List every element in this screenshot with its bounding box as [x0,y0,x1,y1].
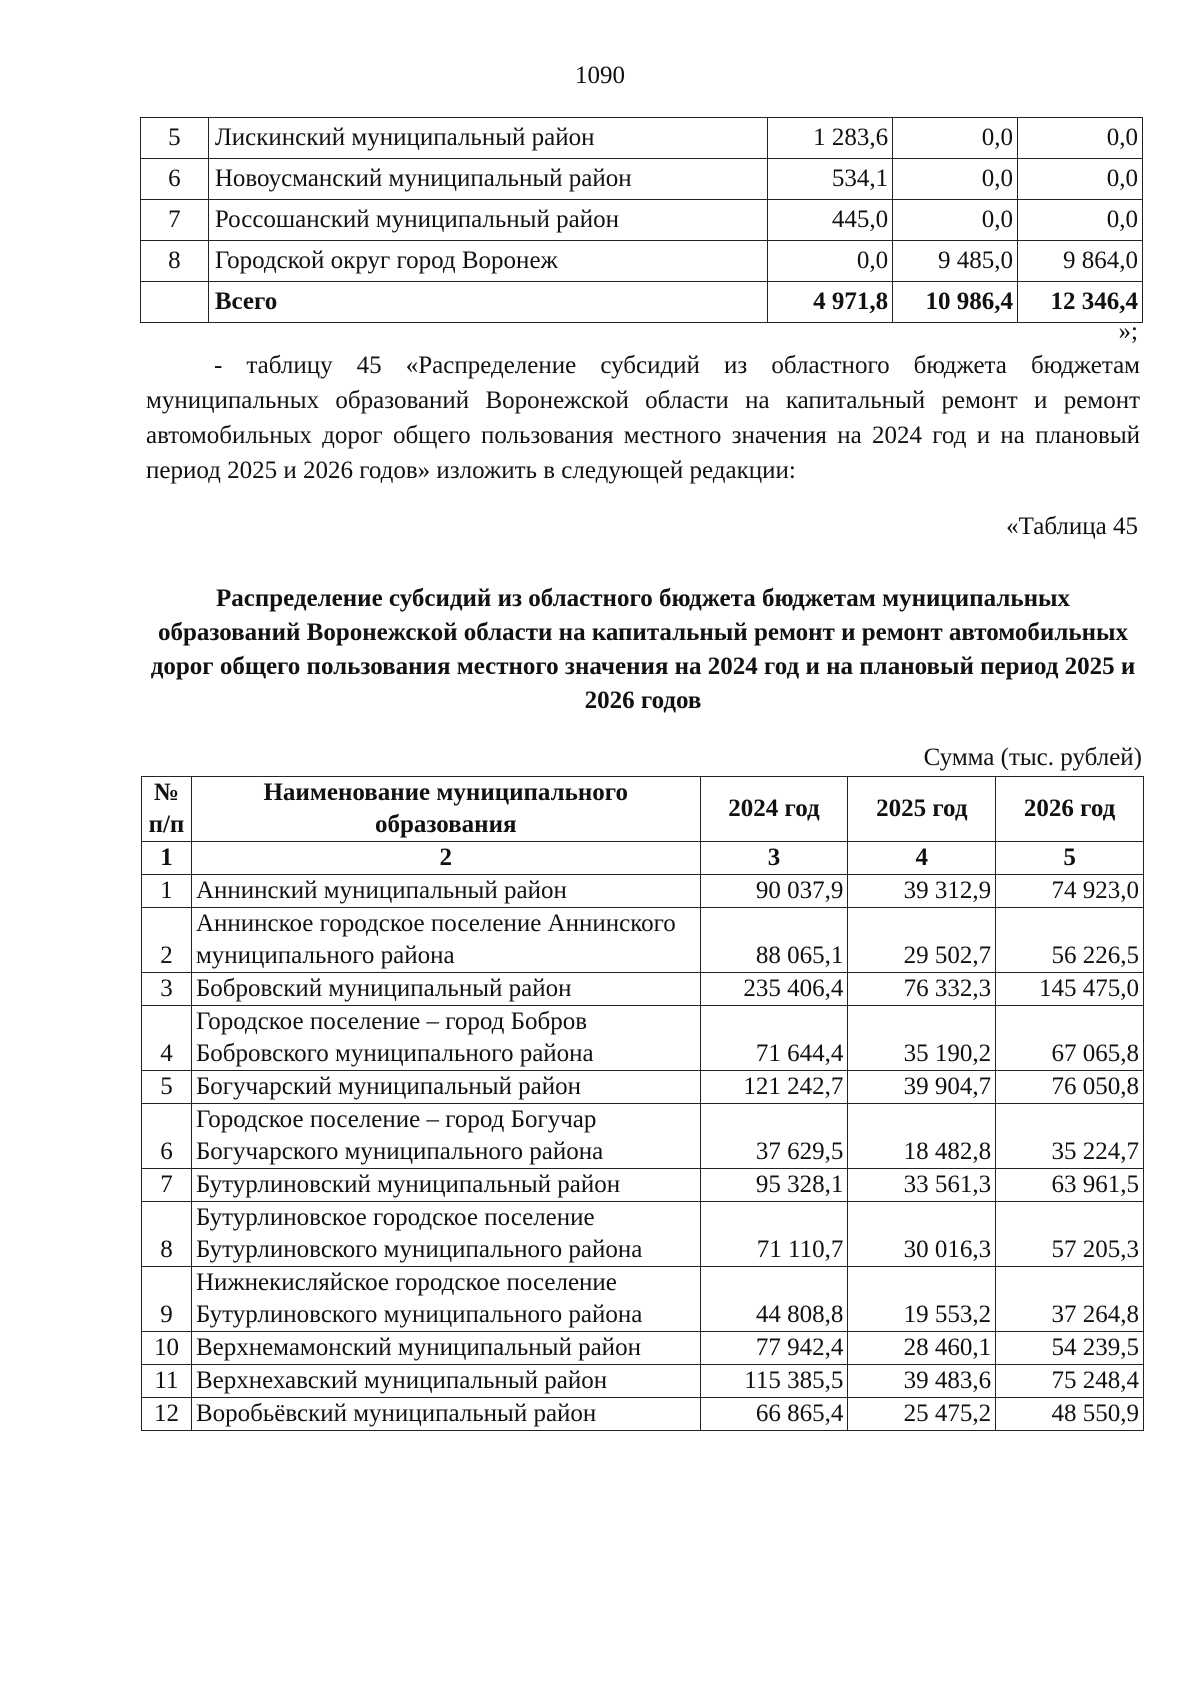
municipality-name: Бутурлиновское городское поселение Бутурлиновского муниципального района [191,1202,700,1267]
row-number: 6 [141,159,209,200]
table-row [142,908,1144,973]
municipality-name: Верхнемамонский муниципальный район [191,1332,700,1365]
value-2025: 0,0 [893,118,1018,159]
total-label: Всего [208,282,767,323]
total-2024: 4 971,8 [768,282,893,323]
row-number: 11 [142,1365,192,1398]
row-number: 2 [142,908,192,973]
value-2026: 67 065,8 [996,1006,1144,1071]
row-number: 5 [141,118,209,159]
header-2026: 2026 год [996,777,1144,842]
value-2024: 1 283,6 [768,118,893,159]
table-row [142,1006,1144,1071]
municipality-name: Воробьёвский муниципальный район [191,1398,700,1431]
total-row [141,282,1143,323]
value-2025: 25 475,2 [848,1398,996,1431]
row-number: 8 [141,241,209,282]
value-2026: 37 264,8 [996,1267,1144,1332]
value-2025: 28 460,1 [848,1332,996,1365]
row-number: 7 [141,200,209,241]
continued-table [140,117,1143,323]
value-2026: 35 224,7 [996,1104,1144,1169]
value-2026: 145 475,0 [996,973,1144,1006]
closing-quote: »; [1118,318,1138,345]
page-number: 1090 [575,62,625,89]
column-index: 4 [848,842,996,875]
value-2026: 56 226,5 [996,908,1144,973]
value-2026: 9 864,0 [1018,241,1143,282]
header-2025: 2025 год [848,777,996,842]
value-2025: 30 016,3 [848,1202,996,1267]
table-row [142,1267,1144,1332]
table-label: «Таблица 45 [1006,513,1138,540]
table-row [142,1169,1144,1202]
value-2025: 0,0 [893,159,1018,200]
empty-cell [141,282,209,323]
subsidy-table [141,776,1144,1431]
municipality-name: Аннинский муниципальный район [191,875,700,908]
value-2025: 39 312,9 [848,875,996,908]
value-2024: 115 385,5 [700,1365,848,1398]
table-row [142,1365,1144,1398]
value-2024: 445,0 [768,200,893,241]
value-2024: 90 037,9 [700,875,848,908]
value-2025: 76 332,3 [848,973,996,1006]
table-row [142,1332,1144,1365]
table-title: Распределение субсидий из областного бюджета бюджетам муниципальных образований Воронежской области на капитальный ремонт и ремонт автомобильных дорог общего пользования местного значения на 2024 год и на плановый период 2025 и 2026 годов [150,585,1136,714]
column-index: 2 [191,842,700,875]
value-2025: 0,0 [893,200,1018,241]
value-2024: 0,0 [768,241,893,282]
municipality-name: Бутурлиновский муниципальный район [191,1169,700,1202]
value-2025: 39 904,7 [848,1071,996,1104]
row-number: 10 [142,1332,192,1365]
municipality-name: Городское поселение – город Богучар Богучарского муниципального района [191,1104,700,1169]
municipality-name: Лискинский муниципальный район [208,118,767,159]
value-2025: 9 485,0 [893,241,1018,282]
municipality-name: Богучарский муниципальный район [191,1071,700,1104]
table-row [142,875,1144,908]
value-2026: 54 239,5 [996,1332,1144,1365]
row-number: 8 [142,1202,192,1267]
value-2024: 44 808,8 [700,1267,848,1332]
value-2024: 77 942,4 [700,1332,848,1365]
header-row [142,777,1144,842]
units-label: Сумма (тыс. рублей) [923,744,1142,771]
table-row [142,1202,1144,1267]
header-name: Наименование муниципального образования [191,777,700,842]
value-2024: 235 406,4 [700,973,848,1006]
value-2024: 71 110,7 [700,1202,848,1267]
municipality-name: Новоусманский муниципальный район [208,159,767,200]
value-2026: 57 205,3 [996,1202,1144,1267]
total-2026: 12 346,4 [1018,282,1143,323]
table-row [142,1104,1144,1169]
value-2026: 76 050,8 [996,1071,1144,1104]
municipality-name: Аннинское городское поселение Аннинского муниципального района [191,908,700,973]
municipality-name: Бобровский муниципальный район [191,973,700,1006]
value-2025: 29 502,7 [848,908,996,973]
table-row [142,1071,1144,1104]
value-2026: 74 923,0 [996,875,1144,908]
row-number: 5 [142,1071,192,1104]
value-2026: 63 961,5 [996,1169,1144,1202]
table-row [141,118,1143,159]
column-index: 1 [142,842,192,875]
value-2024: 534,1 [768,159,893,200]
value-2025: 35 190,2 [848,1006,996,1071]
column-index: 3 [700,842,848,875]
table-row [142,1398,1144,1431]
row-number: 3 [142,973,192,1006]
value-2025: 33 561,3 [848,1169,996,1202]
value-2025: 19 553,2 [848,1267,996,1332]
row-number: 9 [142,1267,192,1332]
amendment-paragraph: - таблицу 45 «Распределение субсидий из областного бюджета бюджетам муниципальных образований Воронежской области на капитальный ремонт и ремонт автомобильных дорог общего пользования местного значения на 2024 год и на плановый период 2025 и 2026 годов» изложить в следующей редакции: [146,352,1140,484]
value-2026: 0,0 [1018,118,1143,159]
municipality-name: Верхнехавский муниципальный район [191,1365,700,1398]
header-number: № п/п [142,777,192,842]
value-2025: 39 483,6 [848,1365,996,1398]
value-2024: 88 065,1 [700,908,848,973]
value-2026: 0,0 [1018,200,1143,241]
row-number: 1 [142,875,192,908]
value-2024: 71 644,4 [700,1006,848,1071]
value-2024: 95 328,1 [700,1169,848,1202]
total-2025: 10 986,4 [893,282,1018,323]
municipality-name: Нижнекисляйское городское поселение Бутурлиновского муниципального района [191,1267,700,1332]
table-row [141,159,1143,200]
municipality-name: Городской округ город Воронеж [208,241,767,282]
municipality-name: Городское поселение – город Бобров Бобровского муниципального района [191,1006,700,1071]
value-2026: 75 248,4 [996,1365,1144,1398]
row-number: 6 [142,1104,192,1169]
value-2024: 37 629,5 [700,1104,848,1169]
column-index-row [142,842,1144,875]
header-2024: 2024 год [700,777,848,842]
row-number: 12 [142,1398,192,1431]
row-number: 4 [142,1006,192,1071]
table-row [141,200,1143,241]
municipality-name: Россошанский муниципальный район [208,200,767,241]
value-2025: 18 482,8 [848,1104,996,1169]
table-row [141,241,1143,282]
row-number: 7 [142,1169,192,1202]
value-2026: 0,0 [1018,159,1143,200]
value-2024: 121 242,7 [700,1071,848,1104]
column-index: 5 [996,842,1144,875]
value-2026: 48 550,9 [996,1398,1144,1431]
table-row [142,973,1144,1006]
value-2024: 66 865,4 [700,1398,848,1431]
